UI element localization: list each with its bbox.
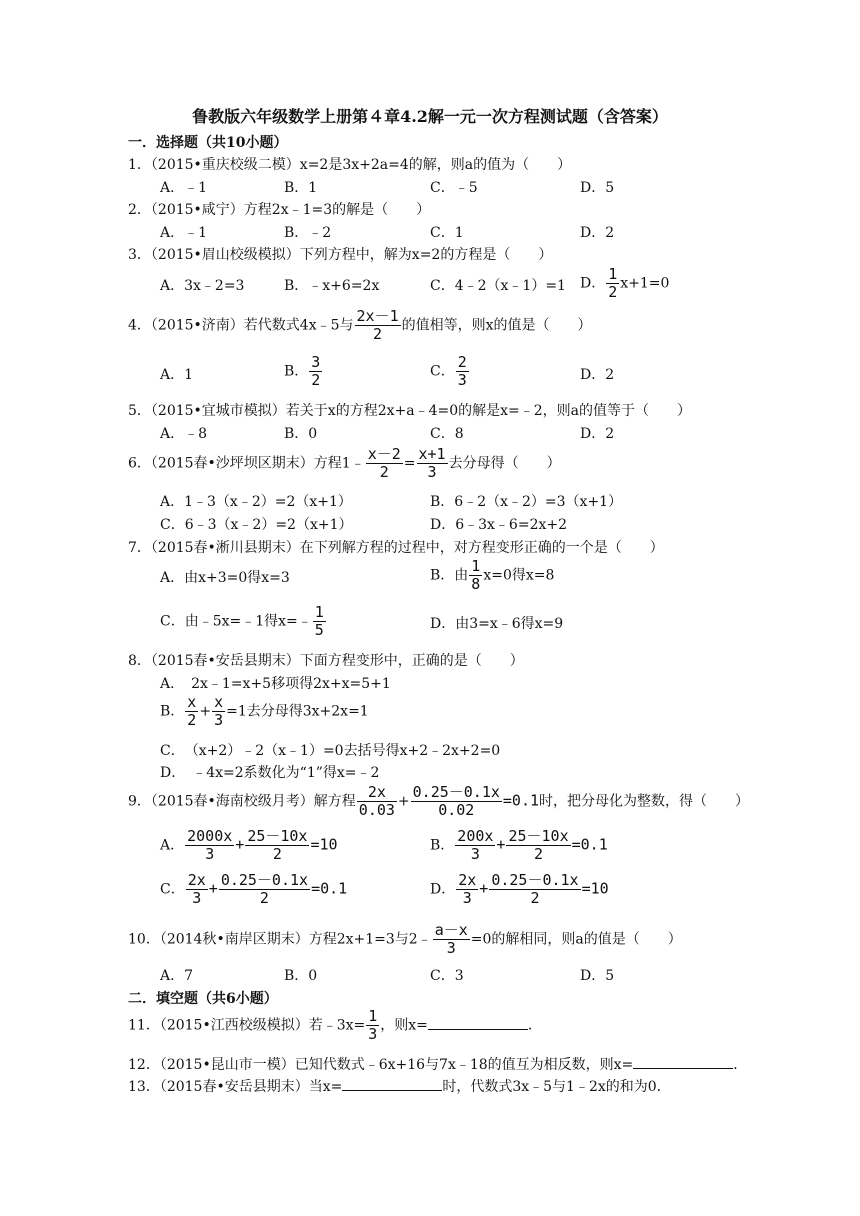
question-13: 13．（2015春•安岳县期末）当x= 时，代数式3x﹣5与1﹣2x的和为0． bbox=[128, 1076, 671, 1096]
fraction: $\frac{2x-1}{2}$ bbox=[356, 307, 399, 343]
option-b: B．0 bbox=[284, 968, 318, 984]
option-a: A．由x+3=0得x=3 bbox=[160, 570, 290, 586]
fraction: $\frac{25-10x}{2}$ bbox=[508, 827, 569, 863]
question-9-options-row1 bbox=[160, 828, 720, 868]
option-c: C．6﹣3（x﹣2）=2（x+1） bbox=[160, 517, 353, 533]
fraction: $\frac{200x}{3}$ bbox=[457, 827, 494, 863]
option-d: D．5 bbox=[580, 968, 615, 984]
question-5-options bbox=[160, 423, 720, 445]
option-c: C． $\frac{2}{3}$ bbox=[430, 353, 467, 389]
option-d: D． $\frac{1}{2}$ x+1=0 bbox=[580, 265, 670, 301]
question-2-options bbox=[160, 222, 720, 244]
option-c: C．4﹣2（x﹣1）=1 bbox=[430, 278, 566, 294]
option-a: A．1 bbox=[160, 367, 194, 383]
fraction: $\frac{0.25-0.1x}{2}$ bbox=[220, 871, 309, 907]
fraction: $\frac{2000x}{3}$ bbox=[187, 827, 233, 863]
fraction: $\frac{x-2}{2}$ bbox=[367, 445, 401, 481]
fraction: $\frac{1}{2}$ bbox=[608, 265, 618, 301]
option-c: C．﹣5 bbox=[430, 180, 478, 196]
question-12: 12．（2015•昆山市一模）已知代数式﹣6x+16与7x﹣18的值互为相反数，则x= ． bbox=[128, 1054, 747, 1074]
question-4-options bbox=[160, 354, 720, 394]
fraction: $\frac{1}{5}$ bbox=[314, 603, 324, 639]
option-b: B． $\frac{3}{2}$ bbox=[284, 353, 321, 389]
fraction: $\frac{2x}{3}$ bbox=[458, 871, 477, 907]
option-b: B．由 $\frac{1}{8}$ x=0得x=8 bbox=[430, 557, 555, 593]
option-b: B．﹣2 bbox=[284, 225, 332, 241]
option-d: D． ﹣4x=2系数化为“1”得x=﹣2 bbox=[160, 765, 380, 781]
option-d: D．2 bbox=[580, 426, 615, 442]
question-5-stem: 5．（2015•宜城市模拟）若关于x的方程2x+a﹣4=0的解是x=﹣2，则a的值等于（ ） bbox=[128, 403, 691, 419]
fraction: $\frac{x+1}{3}$ bbox=[418, 445, 446, 481]
option-a: A．﹣1 bbox=[160, 225, 208, 241]
option-a: A．﹣1 bbox=[160, 180, 208, 196]
option-b: B．1 bbox=[284, 180, 318, 196]
option-b: B．﹣x+6=2x bbox=[284, 278, 380, 294]
fraction: $\frac{25-10x}{2}$ bbox=[247, 827, 308, 863]
question-9-options-row2 bbox=[160, 872, 720, 912]
option-a: A．1﹣3（x﹣2）=2（x+1） bbox=[160, 494, 352, 510]
fraction: $\frac{2x}{0.03}$ bbox=[358, 783, 395, 819]
fraction: $\frac{0.25-0.1x}{0.02}$ bbox=[412, 783, 500, 819]
option-a: A． $\frac{2000x}{3}$ + $\frac{25-10x}{2}$ =10 bbox=[160, 827, 338, 863]
option-d: D．6﹣3x﹣6=2x+2 bbox=[430, 517, 568, 533]
fraction: $\frac{x}{3}$ bbox=[214, 693, 224, 729]
option-d: D．5 bbox=[580, 180, 615, 196]
option-d: D． $\frac{2x}{3}$ + $\frac{0.25-0.1x}{2}$ =10 bbox=[430, 871, 609, 907]
option-c: C． $\frac{2x}{3}$ + $\frac{0.25-0.1x}{2}$ =0.1 bbox=[160, 871, 348, 907]
option-b: B．0 bbox=[284, 426, 318, 442]
question-3-stem: 3．（2015•眉山校级模拟）下列方程中，解为x=2的方程是（ ） bbox=[128, 247, 553, 263]
answer-blank[interactable] bbox=[342, 1076, 442, 1091]
question-11: 11．（2015•江西校级模拟）若﹣3x= $\frac{1}{3}$ ，则x= ． bbox=[128, 1007, 542, 1043]
section-heading-choice: 一．选择题（共10小题） bbox=[128, 135, 288, 151]
question-7-options-row2 bbox=[160, 604, 720, 644]
question-2-stem: 2．（2015•咸宁）方程2x﹣1=3的解是（ ） bbox=[128, 202, 431, 218]
option-c: C．1 bbox=[430, 225, 464, 241]
section-heading-fill: 二．填空题（共6小题） bbox=[128, 991, 278, 1007]
fraction: $\frac{1}{3}$ bbox=[368, 1007, 378, 1043]
question-7-stem: 7．（2015春•淅川县期末）在下列解方程的过程中，对方程变形正确的一个是（ ） bbox=[128, 540, 664, 556]
answer-blank[interactable] bbox=[633, 1054, 733, 1069]
option-b: B． $\frac{x}{2}$ + $\frac{x}{3}$ =1去分母得3x+2x=1 bbox=[160, 693, 369, 729]
fraction: $\frac{2}{3}$ bbox=[457, 353, 467, 389]
answer-blank[interactable] bbox=[428, 1015, 528, 1030]
option-d: D．由3=x﹣6得x=9 bbox=[430, 616, 564, 632]
option-a: A．7 bbox=[160, 968, 194, 984]
fraction: $\frac{0.25-0.1x}{2}$ bbox=[491, 871, 579, 907]
fraction: $\frac{2x}{3}$ bbox=[187, 871, 206, 907]
question-6-stem: 6．（2015春•沙坪坝区期末）方程1﹣ $\frac{x-2}{2}$ = $\frac{x+1}{3}$ 去分母得（ ） bbox=[128, 445, 561, 481]
option-a: A．3x﹣2=3 bbox=[160, 278, 245, 294]
question-6-options-row1 bbox=[160, 491, 720, 513]
option-a: A． 2x﹣1=x+5移项得2x+x=5+1 bbox=[160, 676, 391, 692]
question-10-stem: 10．（2014秋•南岸区期末）方程2x+1=3与2﹣ $\frac{a-x}{3}$ =0的解相同，则a的值是（ ） bbox=[128, 921, 682, 957]
option-b: B． $\frac{200x}{3}$ + $\frac{25-10x}{2}$ =0.1 bbox=[430, 827, 608, 863]
option-b: B．6﹣2（x﹣2）=3（x+1） bbox=[430, 494, 623, 510]
option-d: D．2 bbox=[580, 225, 615, 241]
option-c: C．由﹣5x=﹣1得x=﹣ $\frac{1}{5}$ bbox=[160, 603, 324, 639]
question-1-stem: 1．（2015•重庆校级二模）x=2是3x+2a=4的解，则a的值为（ ） bbox=[128, 157, 572, 173]
question-7-options-row1 bbox=[160, 558, 720, 598]
question-3-options bbox=[160, 266, 720, 304]
question-1-options bbox=[160, 177, 720, 199]
option-c: C．3 bbox=[430, 968, 464, 984]
fraction: $\frac{1}{8}$ bbox=[471, 557, 481, 593]
question-9-stem: 9．（2015春•海南校级月考）解方程 $\frac{2x}{0.03}$ + $\frac{0.25-0.1x}{0.02}$ =0.1时，把分母化为整数，得（ ） bbox=[128, 783, 750, 819]
option-a: A．﹣8 bbox=[160, 426, 208, 442]
fraction: $\frac{3}{2}$ bbox=[311, 353, 321, 389]
option-d: D．2 bbox=[580, 367, 615, 383]
fraction: $\frac{x}{2}$ bbox=[187, 693, 197, 729]
fraction: $\frac{a-x}{3}$ bbox=[434, 921, 468, 957]
question-8-stem: 8．（2015春•安岳县期末）下面方程变形中，正确的是（ ） bbox=[128, 653, 524, 669]
question-10-options bbox=[160, 965, 720, 987]
question-6-options-row2 bbox=[160, 514, 720, 536]
question-4-stem: 4．（2015•济南）若代数式4x﹣5与 $\frac{2x-1}{2}$ 的值相等，则x的值是（ ） bbox=[128, 307, 592, 343]
document-title: 鲁教版六年级数学上册第４章4.2解一元一次方程测试题（含答案） bbox=[192, 107, 668, 126]
option-c: C．8 bbox=[430, 426, 464, 442]
option-c: C． （x+2）﹣2（x﹣1）=0去括号得x+2﹣2x+2=0 bbox=[160, 743, 501, 759]
